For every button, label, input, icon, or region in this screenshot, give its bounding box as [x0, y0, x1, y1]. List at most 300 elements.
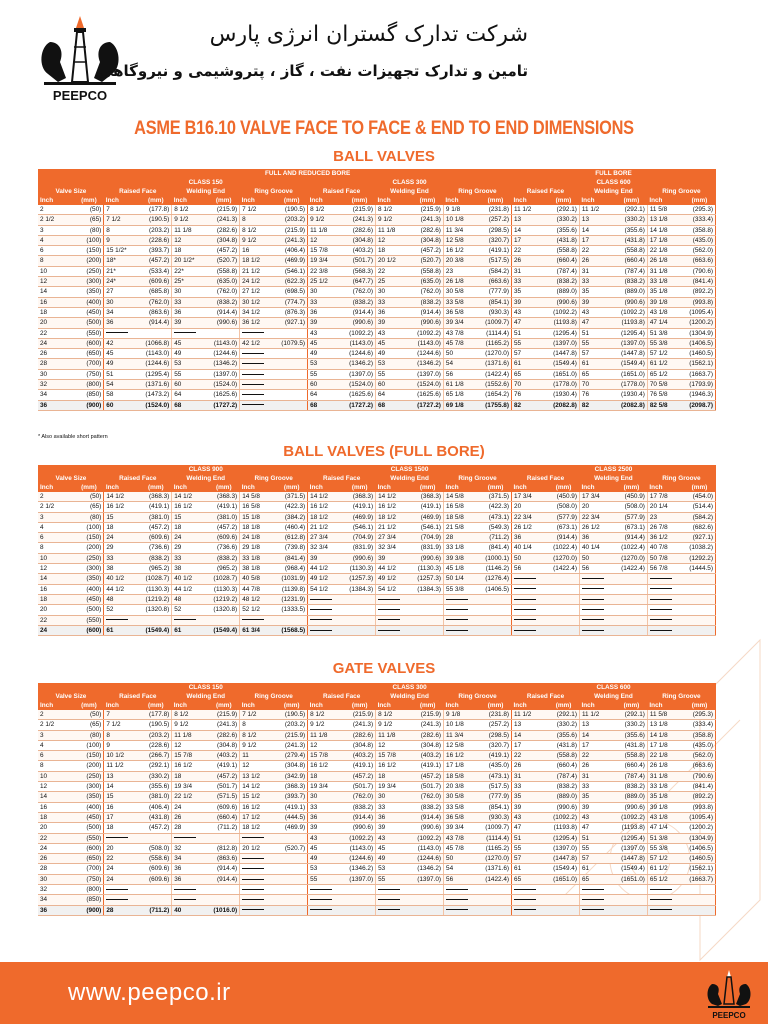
dimension-cell: [412, 615, 444, 625]
unit-mm: (mm): [480, 701, 512, 710]
dimension-cell: (584.2): [683, 512, 715, 522]
dimension-cell: 14 1/2: [240, 782, 276, 792]
size-cell: (65): [74, 502, 104, 512]
not-available-dash: [310, 619, 332, 620]
not-available-dash: [514, 588, 536, 589]
dimension-cell: (1562.1): [684, 864, 716, 874]
dimension-cell: [240, 349, 276, 359]
dimension-cell: (1139.8): [276, 584, 308, 594]
dimension-cell: 15: [104, 792, 140, 802]
dimension-cell: 18 1/8: [240, 522, 276, 532]
dimension-cell: (228.6): [140, 235, 172, 245]
dimension-cell: 15: [172, 512, 208, 522]
dimension-cell: 18 1/2: [376, 512, 412, 522]
unit-mm: (mm): [74, 483, 104, 492]
dimension-cell: (549.3): [480, 522, 512, 532]
unit-inch: Inch: [376, 701, 412, 710]
dimension-cell: (473.1): [480, 771, 512, 781]
dimension-cell: (469.9): [276, 823, 308, 833]
dimension-cell: (450.9): [616, 492, 648, 502]
not-available-dash: [446, 619, 468, 620]
dimension-cell: 39: [308, 823, 344, 833]
dimension-cell: (1524.0): [140, 400, 172, 410]
dimension-cell: 31: [512, 771, 548, 781]
not-available-dash: [582, 609, 604, 610]
dimension-cell: (1009.7): [479, 318, 511, 328]
dimension-cell: 36: [104, 318, 140, 328]
dimension-cell: 38 1/8: [240, 564, 276, 574]
dimension-cell: 49: [376, 854, 412, 864]
dimension-cell: 27 1/2: [240, 287, 276, 297]
not-available-dash: [242, 363, 264, 364]
dimension-cell: 36 1/2: [240, 318, 276, 328]
dimension-cell: 65: [511, 369, 547, 379]
dimension-cell: (889.0): [616, 792, 648, 802]
size-cell: (450): [74, 307, 104, 317]
unit-inch: Inch: [444, 483, 480, 492]
dimension-cell: [683, 615, 715, 625]
dimension-cell: 70 5/8: [647, 380, 683, 390]
dimension-cell: 61 1/2: [647, 864, 683, 874]
dimension-cell: 70: [579, 380, 615, 390]
class-label: CLASS 900: [104, 465, 308, 474]
dimension-cell: (393.7): [276, 792, 308, 802]
not-available-dash: [174, 332, 196, 333]
dimension-cell: (1270.0): [548, 553, 580, 563]
unit-mm: (mm): [548, 196, 580, 205]
dimension-cell: [548, 895, 580, 905]
dimension-cell: 22: [375, 266, 411, 276]
dimension-cell: 53: [172, 359, 208, 369]
dimension-cell: [344, 885, 376, 895]
size-cell: (550): [74, 615, 104, 625]
not-available-dash: [650, 630, 672, 631]
dimension-cell: 9 1/2: [240, 235, 276, 245]
dimension-cell: 32 3/4: [376, 543, 412, 553]
dimension-cell: (1219.2): [208, 594, 240, 604]
size-cell: (80): [74, 512, 104, 522]
dimension-cell: 54: [104, 380, 140, 390]
dimension-cell: 65 1/2: [647, 874, 683, 884]
dimension-cell: [172, 833, 208, 843]
dimension-cell: 30: [375, 287, 411, 297]
dimension-cell: 12: [375, 235, 411, 245]
dimension-cell: (558.8): [548, 246, 580, 256]
unit-mm: (mm): [615, 196, 647, 205]
dimension-cell: 39: [511, 297, 547, 307]
size-cell: (600): [74, 625, 104, 635]
table-class-header: [38, 178, 716, 187]
dimension-cell: 14: [579, 730, 615, 740]
dimension-cell: [647, 895, 683, 905]
dimension-cell: 15 1/8: [240, 512, 276, 522]
dimension-cell: (1524.0): [344, 380, 376, 390]
dimension-cell: [480, 625, 512, 635]
dimension-cell: (635.0): [208, 277, 240, 287]
table-row: [38, 390, 716, 400]
dimension-cell: 17 1/8: [647, 235, 683, 245]
dimension-cell: 18*: [104, 256, 140, 266]
dimension-cell: (1727.2): [412, 400, 444, 410]
dimension-cell: 14 1/8: [647, 730, 683, 740]
dimension-cell: (787.4): [548, 266, 580, 276]
table-row: [38, 235, 716, 245]
dimension-cell: [444, 605, 480, 615]
welding-end-header: Welding End: [376, 474, 444, 483]
dimension-cell: (1397.0): [344, 874, 376, 884]
dimension-cell: (381.0): [208, 512, 240, 522]
size-cell: (600): [74, 338, 104, 348]
dimension-cell: (1231.9): [276, 594, 308, 604]
dimension-cell: 12: [240, 761, 276, 771]
dimension-cell: [512, 895, 548, 905]
unit-inch: Inch: [511, 196, 547, 205]
table-row: [38, 885, 716, 895]
size-cell: 14: [38, 574, 74, 584]
dimension-cell: 36: [172, 307, 208, 317]
dimension-cell: (355.6): [548, 225, 580, 235]
dimension-cell: (422.3): [276, 502, 308, 512]
dimension-cell: 65 1/8: [443, 390, 479, 400]
dimension-cell: (1095.4): [683, 307, 715, 317]
dimension-cell: 8 1/2: [308, 710, 344, 720]
dimension-cell: 48 1/2: [240, 594, 276, 604]
dimension-cell: (965.2): [208, 564, 240, 574]
dimension-cell: 21*: [104, 266, 140, 276]
size-cell: 36: [38, 905, 74, 915]
ring-groove-header: Ring Groove: [444, 692, 512, 701]
dimension-cell: 36 5/8: [443, 307, 479, 317]
dimension-cell: 22 3/4: [512, 512, 548, 522]
dimension-cell: 57: [579, 349, 615, 359]
size-cell: (850): [74, 390, 104, 400]
size-cell: 22: [38, 833, 74, 843]
dimension-cell: [240, 864, 276, 874]
dimension-cell: (368.3): [208, 492, 240, 502]
dimension-cell: (609.6): [140, 533, 172, 543]
dimension-cell: (450.9): [548, 492, 580, 502]
not-available-dash: [582, 588, 604, 589]
size-cell: 34: [38, 895, 74, 905]
dimension-cell: 8: [240, 720, 276, 730]
dimension-cell: (787.4): [548, 771, 580, 781]
dimension-cell: (1625.6): [412, 390, 444, 400]
not-available-dash: [650, 609, 672, 610]
table-row: [38, 205, 716, 215]
dimension-cell: (320.7): [480, 740, 512, 750]
dimension-cell: 38: [172, 564, 208, 574]
dimension-cell: 13: [579, 215, 615, 225]
dimension-cell: 13 1/8: [647, 720, 683, 730]
dimension-cell: 39: [308, 553, 344, 563]
not-available-dash: [514, 609, 536, 610]
dimension-cell: 52: [172, 605, 208, 615]
dimension-cell: 39: [579, 802, 615, 812]
size-cell: 16: [38, 584, 74, 594]
dimension-cell: (990.6): [412, 318, 444, 328]
not-available-dash: [310, 909, 332, 910]
not-available-dash: [514, 619, 536, 620]
dimension-cell: (1270.0): [480, 854, 512, 864]
dimension-cell: 20: [512, 502, 548, 512]
dimension-cell: (419.1): [412, 761, 444, 771]
dimension-cell: [240, 874, 276, 884]
dimension-cell: (457.2): [208, 522, 240, 532]
dimension-cell: (419.1): [344, 502, 376, 512]
dimension-cell: 20 1/4: [647, 502, 683, 512]
dimension-cell: (711.2): [140, 905, 172, 915]
dimension-cell: [276, 390, 308, 400]
dimension-cell: (282.6): [208, 225, 240, 235]
table-row: [38, 833, 716, 843]
dimension-cell: (1447.8): [548, 854, 580, 864]
dimension-cell: (501.7): [344, 782, 376, 792]
dimension-cell: 20 1/2: [375, 256, 411, 266]
welding-end-header: Welding End: [579, 692, 647, 701]
dimension-cell: [104, 328, 140, 338]
dimension-cell: [412, 625, 444, 635]
dimension-cell: 65: [579, 874, 615, 884]
dimension-cell: 36: [512, 533, 548, 543]
table-row: [38, 215, 716, 225]
dimension-cell: 57 1/2: [647, 349, 683, 359]
dimension-cell: (774.7): [276, 297, 308, 307]
class-label: CLASS 150: [104, 683, 308, 692]
dimension-cell: 36 5/8: [444, 812, 480, 822]
dimension-cell: (854.1): [479, 297, 511, 307]
unit-inch: Inch: [647, 483, 683, 492]
welding-end-header: Welding End: [579, 187, 647, 196]
dimension-cell: [616, 605, 648, 615]
dimension-cell: 57: [512, 854, 548, 864]
dimension-cell: [276, 400, 308, 410]
raised-face-header: Raised Face: [104, 187, 172, 196]
website-link[interactable]: www.peepco.ir: [68, 979, 231, 1006]
unit-mm: (mm): [74, 701, 104, 710]
dimension-cell: (622.3): [276, 277, 308, 287]
size-cell: (500): [74, 605, 104, 615]
size-cell: (700): [74, 864, 104, 874]
unit-mm: (mm): [548, 483, 580, 492]
dimension-cell: (736.6): [208, 543, 240, 553]
dimension-cell: (965.2): [140, 564, 172, 574]
dimension-cell: 9: [104, 235, 140, 245]
size-cell: 36: [38, 400, 74, 410]
dimension-cell: 18: [172, 771, 208, 781]
not-available-dash: [650, 588, 672, 589]
dimension-cell: 61: [172, 625, 208, 635]
dimension-cell: 55: [376, 874, 412, 884]
dimension-cell: 14 1/2: [172, 492, 208, 502]
dimension-cell: (1651.0): [548, 369, 580, 379]
dimension-cell: (231.8): [480, 710, 512, 720]
unit-mm: (mm): [616, 483, 648, 492]
dimension-cell: 43 1/8: [647, 812, 683, 822]
dimension-cell: 51: [579, 328, 615, 338]
dimension-cell: 55: [375, 369, 411, 379]
size-cell: (400): [74, 584, 104, 594]
unit-inch: Inch: [240, 196, 276, 205]
dimension-cell: 47: [511, 318, 547, 328]
dimension-cell: [579, 895, 615, 905]
dimension-cell: (241.3): [208, 720, 240, 730]
dimension-cell: 12: [376, 740, 412, 750]
unit-mm: (mm): [616, 701, 648, 710]
dimension-cell: (1651.0): [615, 369, 647, 379]
dimension-cell: (990.6): [344, 318, 376, 328]
dimension-cell: [579, 885, 615, 895]
dimension-cell: 24: [172, 533, 208, 543]
dimension-cell: (838.2): [616, 782, 648, 792]
unit-mm: (mm): [208, 483, 240, 492]
dimension-cell: 56: [443, 369, 479, 379]
size-cell: (65): [74, 215, 104, 225]
dimension-cell: [240, 895, 276, 905]
not-available-dash: [514, 909, 536, 910]
unit-mm: (mm): [480, 483, 512, 492]
not-available-dash: [378, 599, 400, 600]
dimension-cell: [376, 615, 412, 625]
dimension-cell: (889.0): [548, 792, 580, 802]
dimension-cell: [579, 905, 615, 915]
dimension-cell: 16 1/2: [104, 502, 140, 512]
dimension-cell: (854.1): [480, 802, 512, 812]
dimension-cell: (431.8): [615, 235, 647, 245]
dimension-cell: [276, 349, 308, 359]
dimension-cell: 15 1/2: [240, 792, 276, 802]
table-row: [38, 594, 716, 604]
unit-inch: Inch: [444, 701, 480, 710]
dimension-cell: (330.2): [548, 720, 580, 730]
dimension-cell: 38: [104, 564, 140, 574]
dimension-cell: [344, 605, 376, 615]
dimension-cell: (1130.3): [208, 584, 240, 594]
dimension-cell: (1244.6): [412, 854, 444, 864]
size-cell: 2 1/2: [38, 502, 74, 512]
dimension-cell: (777.9): [479, 287, 511, 297]
dimension-cell: (571.5): [208, 792, 240, 802]
dimension-cell: 43 1/8: [647, 307, 683, 317]
dimension-cell: (403.2): [344, 246, 376, 256]
section-title-gate-valves: GATE VALVES: [332, 660, 436, 677]
dimension-cell: (355.6): [615, 225, 647, 235]
dimension-cell: 55 3/8: [647, 338, 683, 348]
dimension-cell: (1444.5): [683, 564, 715, 574]
size-cell: 20: [38, 318, 74, 328]
size-cell: (50): [74, 205, 104, 215]
dimension-cell: 54: [444, 864, 480, 874]
dimension-cell: (647.7): [344, 277, 376, 287]
dimension-cell: (1244.6): [344, 854, 376, 864]
dimension-cell: (1422.4): [479, 369, 511, 379]
table-row: [38, 287, 716, 297]
size-cell: 20: [38, 605, 74, 615]
dimension-cell: 18: [375, 246, 411, 256]
dimension-cell: (990.6): [616, 802, 648, 812]
dimension-cell: 22 1/8: [647, 246, 683, 256]
dimension-cell: (384.2): [276, 512, 308, 522]
dimension-cell: [579, 594, 615, 604]
dimension-cell: [412, 885, 444, 895]
dimension-cell: [548, 574, 580, 584]
dimension-cell: 48: [172, 594, 208, 604]
dimension-cell: 30 5/8: [443, 287, 479, 297]
not-available-dash: [242, 868, 264, 869]
dimension-cell: (1022.4): [548, 543, 580, 553]
dimension-cell: 26 7/8: [647, 522, 683, 532]
size-cell: (250): [74, 553, 104, 563]
dimension-cell: 15 7/8: [172, 751, 208, 761]
dimension-cell: (1257.3): [412, 574, 444, 584]
size-cell: 6: [38, 246, 74, 256]
dimension-cell: 27 3/4: [308, 533, 344, 543]
dimension-cell: 43: [308, 833, 344, 843]
dimension-cell: 28: [444, 533, 480, 543]
dimension-cell: (838.2): [344, 802, 376, 812]
dimension-cell: (419.1): [480, 751, 512, 761]
table-row: [38, 543, 716, 553]
dimension-cell: 8: [240, 215, 276, 225]
dimension-cell: [140, 885, 172, 895]
dimension-cell: 8 1/2: [172, 205, 208, 215]
dimension-cell: 17: [511, 235, 547, 245]
dimension-cell: [444, 885, 480, 895]
dimension-cell: [208, 895, 240, 905]
not-available-dash: [378, 889, 400, 890]
dimension-cell: [308, 615, 344, 625]
valve-size-header: Valve Size: [38, 474, 104, 483]
table-row: [38, 256, 716, 266]
dimension-cell: [172, 895, 208, 905]
dimension-cell: (1930.4): [548, 390, 580, 400]
table-row: [38, 761, 716, 771]
dimension-cell: 39: [172, 318, 208, 328]
dimension-cell: (660.4): [548, 761, 580, 771]
dimension-cell: (1031.9): [276, 574, 308, 584]
dimension-cell: (1079.5): [276, 338, 308, 348]
dimension-cell: 30 1/2: [240, 297, 276, 307]
not-available-dash: [582, 909, 604, 910]
dimension-cell: 26: [172, 812, 208, 822]
dimension-cell: (241.3): [344, 215, 376, 225]
not-available-dash: [174, 619, 196, 620]
dimension-cell: 9 1/2: [172, 215, 208, 225]
size-cell: 2: [38, 205, 74, 215]
unit-mm: (mm): [548, 701, 580, 710]
dimension-cell: 25 1/2: [308, 277, 344, 287]
dimension-cell: 45 7/8: [443, 338, 479, 348]
dimension-cell: (1447.8): [615, 349, 647, 359]
unit-mm: (mm): [208, 701, 240, 710]
dimension-cell: 32: [172, 843, 208, 853]
dimension-cell: 13: [104, 771, 140, 781]
size-cell: 32: [38, 885, 74, 895]
dimension-cell: (241.3): [412, 215, 444, 225]
not-available-dash: [514, 630, 536, 631]
dimension-cell: 14: [512, 730, 548, 740]
dimension-cell: (1143.0): [412, 338, 444, 348]
dimension-cell: 76: [511, 390, 547, 400]
dimension-cell: (863.6): [140, 307, 172, 317]
dimension-cell: 42: [104, 338, 140, 348]
dimension-cell: 13 1/2: [240, 771, 276, 781]
dimension-cell: (1727.2): [344, 400, 376, 410]
size-cell: (300): [74, 564, 104, 574]
size-cell: 12: [38, 277, 74, 287]
dimension-cell: (333.4): [684, 720, 716, 730]
dimension-cell: 53: [308, 864, 344, 874]
dimension-cell: (990.6): [344, 553, 376, 563]
